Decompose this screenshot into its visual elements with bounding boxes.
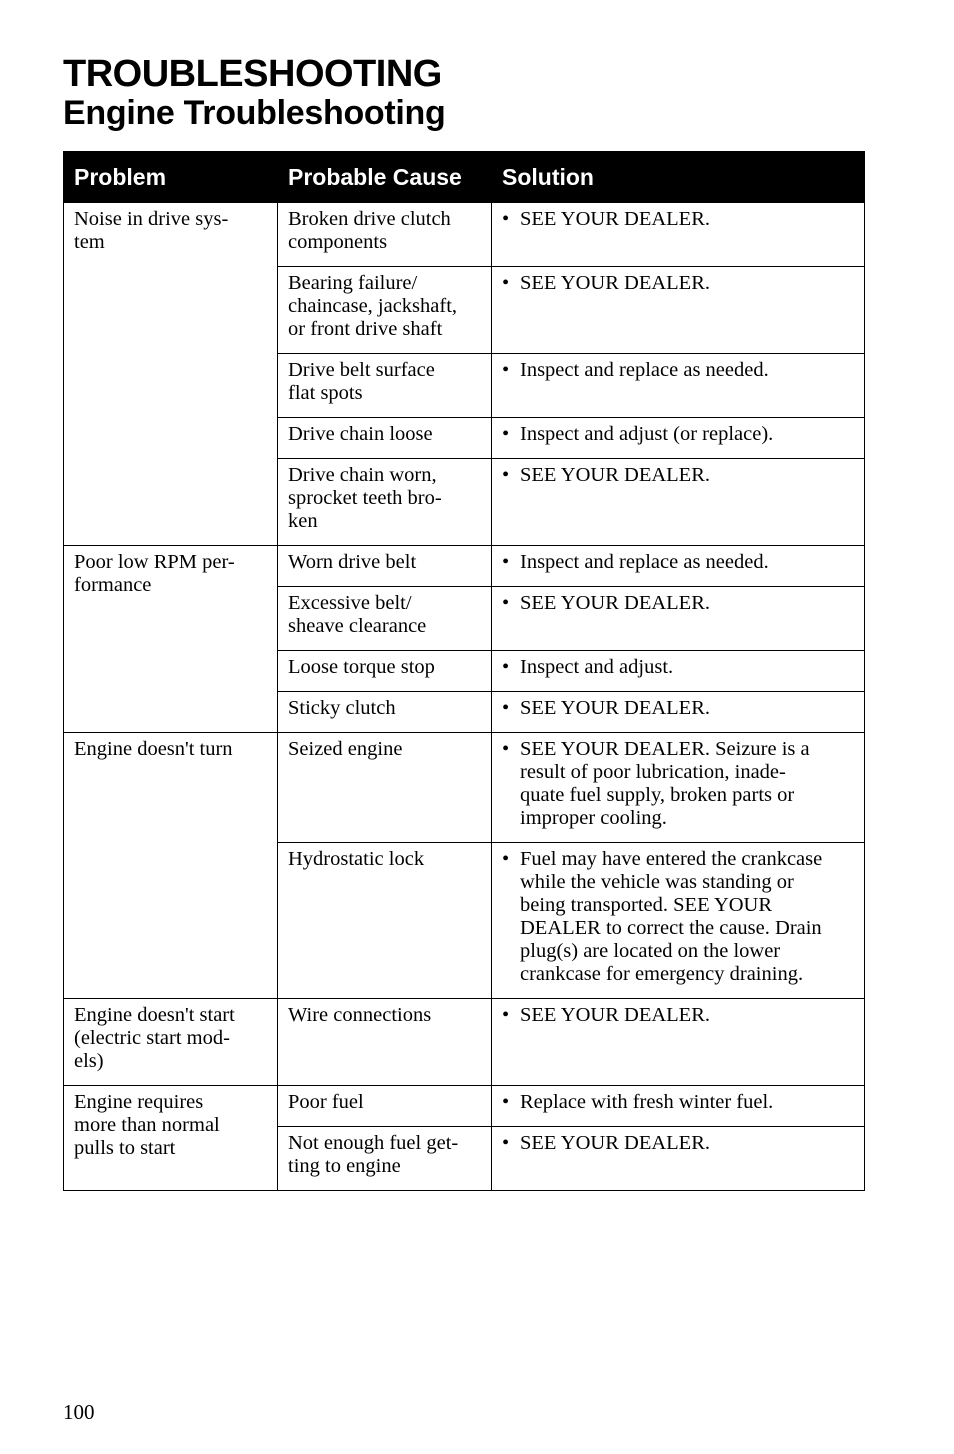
- solution-text: SEE YOUR DEALER.: [520, 1004, 710, 1026]
- page-number: 100: [63, 1400, 95, 1424]
- solution-text: SEE YOUR DEALER. Seizure is a result of poor lubrication, inade- quate fuel supply, broken parts or improper cooling.: [520, 738, 810, 829]
- cause-cell: Seized engine: [278, 733, 492, 843]
- solution-item: [502, 551, 854, 574]
- solution-cell: [492, 733, 865, 843]
- solution-item: [502, 697, 854, 720]
- column-header-solution: Solution: [492, 152, 865, 203]
- troubleshooting-table: [63, 151, 865, 1191]
- table-header: [64, 152, 865, 203]
- solution-item: [502, 208, 854, 231]
- solution-cell: [492, 843, 865, 999]
- table-header-row: [64, 152, 865, 203]
- column-header-probable-cause: Probable Cause: [278, 152, 492, 203]
- problem-cell: Engine doesn't start (electric start mod- els): [64, 999, 278, 1086]
- solution-text: Inspect and replace as needed.: [520, 551, 769, 573]
- table-row: [64, 733, 865, 843]
- solution-item: [502, 1132, 854, 1155]
- solution-text: SEE YOUR DEALER.: [520, 697, 710, 719]
- solution-text: Fuel may have entered the crankcase while the vehicle was standing or being transported. SEE YOUR DEALER to correct the cause. Drain plug(s) are located on the lower crankcase for emergency draining.: [520, 848, 823, 985]
- solution-item: [502, 464, 854, 487]
- table-row: [64, 999, 865, 1086]
- bullet-icon: •: [502, 697, 510, 719]
- cause-cell: Poor fuel: [278, 1086, 492, 1127]
- bullet-icon: •: [502, 656, 510, 678]
- solution-cell: [492, 203, 865, 267]
- solution-cell: [492, 1086, 865, 1127]
- bullet-icon: •: [502, 551, 510, 573]
- cause-cell: Wire connections: [278, 999, 492, 1086]
- section-subtitle: Engine Troubleshooting: [63, 94, 446, 132]
- solution-text: Inspect and replace as needed.: [520, 359, 769, 381]
- solution-cell: [492, 651, 865, 692]
- problem-cell: Poor low RPM per- formance: [64, 546, 278, 733]
- cause-cell: Loose torque stop: [278, 651, 492, 692]
- solution-item: [502, 1004, 854, 1027]
- solution-text: SEE YOUR DEALER.: [520, 464, 710, 486]
- solution-text: Inspect and adjust (or replace).: [520, 423, 774, 445]
- cause-cell: Drive chain worn, sprocket teeth bro- ken: [278, 459, 492, 546]
- bullet-icon: •: [502, 208, 510, 230]
- bullet-icon: •: [502, 423, 510, 445]
- solution-item: [502, 738, 854, 830]
- solution-text: SEE YOUR DEALER.: [520, 592, 710, 614]
- solution-text: Inspect and adjust.: [520, 656, 674, 678]
- solution-cell: [492, 1127, 865, 1191]
- table-row: [64, 203, 865, 267]
- solution-text: SEE YOUR DEALER.: [520, 208, 710, 230]
- solution-item: [502, 848, 854, 986]
- cause-cell: Broken drive clutch components: [278, 203, 492, 267]
- solution-cell: [492, 459, 865, 546]
- solution-cell: [492, 267, 865, 354]
- solution-item: [502, 272, 854, 295]
- table-row: [64, 546, 865, 587]
- solution-text: SEE YOUR DEALER.: [520, 272, 710, 294]
- problem-cell: Noise in drive sys- tem: [64, 203, 278, 546]
- problem-cell: Engine doesn't turn: [64, 733, 278, 999]
- cause-cell: Worn drive belt: [278, 546, 492, 587]
- solution-text: SEE YOUR DEALER.: [520, 1132, 710, 1154]
- bullet-icon: •: [502, 592, 510, 614]
- cause-cell: Excessive belt/ sheave clearance: [278, 587, 492, 651]
- table-body: [64, 203, 865, 1191]
- solution-cell: [492, 418, 865, 459]
- bullet-icon: •: [502, 359, 510, 381]
- solution-item: [502, 1091, 854, 1114]
- solution-text: Replace with fresh winter fuel.: [520, 1091, 774, 1113]
- solution-cell: [492, 587, 865, 651]
- cause-cell: Sticky clutch: [278, 692, 492, 733]
- solution-item: [502, 423, 854, 446]
- table-row: [64, 1086, 865, 1127]
- cause-cell: Drive chain loose: [278, 418, 492, 459]
- solution-cell: [492, 354, 865, 418]
- bullet-icon: •: [502, 272, 510, 294]
- bullet-icon: •: [502, 464, 510, 486]
- cause-cell: Drive belt surface flat spots: [278, 354, 492, 418]
- solution-item: [502, 656, 854, 679]
- bullet-icon: •: [502, 848, 510, 870]
- cause-cell: Bearing failure/ chaincase, jackshaft, or front drive shaft: [278, 267, 492, 354]
- problem-cell: Engine requires more than normal pulls to start: [64, 1086, 278, 1191]
- bullet-icon: •: [502, 1004, 510, 1026]
- bullet-icon: •: [502, 738, 510, 760]
- solution-cell: [492, 546, 865, 587]
- column-header-problem: Problem: [64, 152, 278, 203]
- solution-cell: [492, 999, 865, 1086]
- solution-cell: [492, 692, 865, 733]
- cause-cell: Hydrostatic lock: [278, 843, 492, 999]
- solution-item: [502, 359, 854, 382]
- bullet-icon: •: [502, 1132, 510, 1154]
- solution-item: [502, 592, 854, 615]
- cause-cell: Not enough fuel get- ting to engine: [278, 1127, 492, 1191]
- page-title: TROUBLESHOOTING: [63, 53, 442, 95]
- bullet-icon: •: [502, 1091, 510, 1113]
